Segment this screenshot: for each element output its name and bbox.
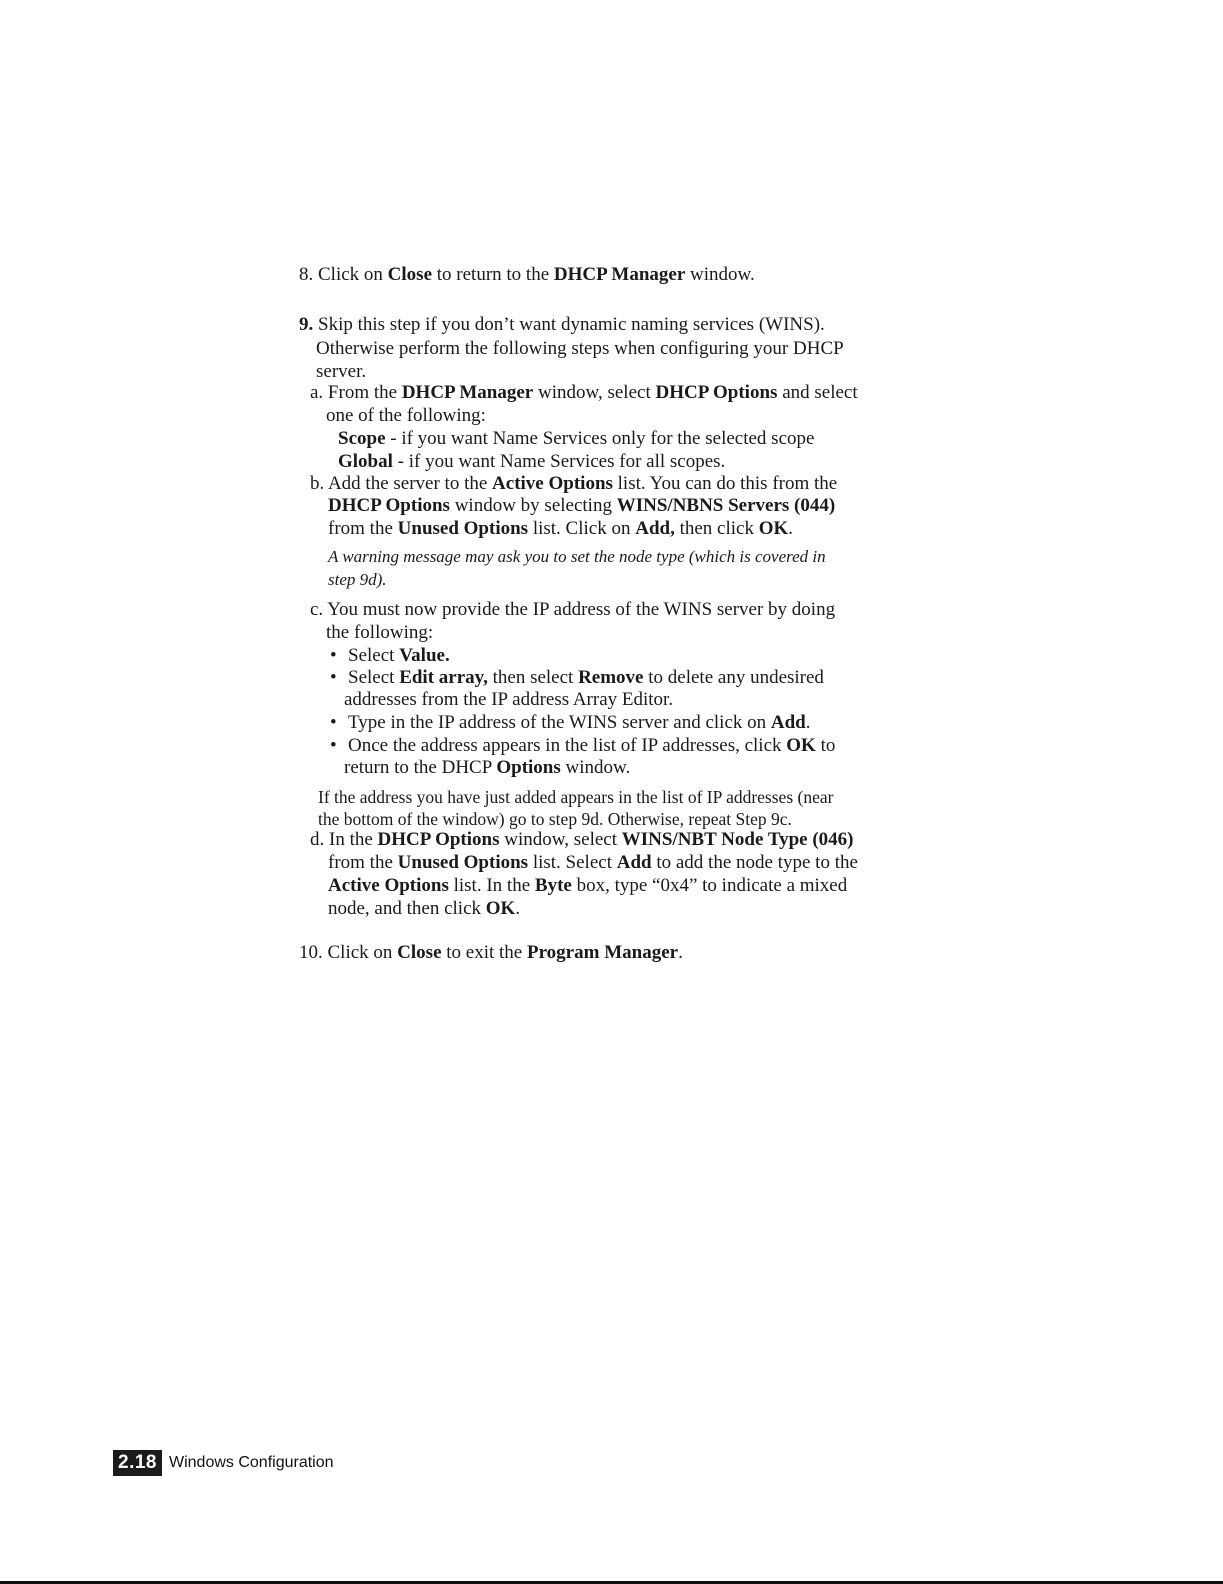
text: window, select bbox=[533, 382, 656, 403]
text: . bbox=[788, 518, 794, 539]
ui-term: Byte bbox=[534, 875, 572, 896]
substep-a-line-2: one of the following: bbox=[326, 405, 486, 426]
text: window. bbox=[560, 757, 631, 778]
text: to return to the bbox=[432, 264, 554, 285]
text: d. In the bbox=[310, 829, 378, 850]
text: Click on bbox=[318, 264, 388, 285]
ui-term: Program Manager bbox=[526, 942, 679, 963]
text: to bbox=[815, 735, 836, 756]
step-9-line-1 bbox=[299, 314, 825, 336]
text: Skip this step if you don’t want dynamic naming services (WINS). bbox=[318, 314, 825, 335]
ui-term: OK bbox=[786, 735, 816, 756]
substep-c-bullet-4 bbox=[330, 735, 835, 757]
ui-term: Close bbox=[387, 264, 432, 285]
text: from the bbox=[328, 518, 398, 539]
text: to add the node type to the bbox=[651, 852, 858, 873]
ui-term: Edit array, bbox=[399, 667, 488, 688]
bullet-icon: • bbox=[330, 712, 337, 733]
text: node, and then click bbox=[328, 898, 486, 919]
ui-term: OK bbox=[758, 518, 789, 539]
text: . bbox=[515, 898, 521, 919]
ui-term: Value. bbox=[399, 645, 450, 666]
substep-c-bullet-4-cont bbox=[344, 757, 630, 779]
substep-c-bullet-3 bbox=[330, 712, 811, 734]
substep-b-line-1 bbox=[310, 473, 837, 495]
text: window. bbox=[685, 264, 755, 285]
ui-term: Unused Options bbox=[397, 852, 529, 873]
page-footer bbox=[113, 1450, 334, 1476]
text: Type in the IP address of the WINS server and click on bbox=[348, 712, 771, 733]
substep-a-line-1 bbox=[310, 382, 858, 404]
substep-c-paragraph-line-1: If the address you have just added appears in the list of IP addresses (near bbox=[318, 787, 834, 807]
substep-b-note-line-2: step 9d). bbox=[328, 570, 387, 589]
text: box, type “0x4” to indicate a mixed bbox=[571, 875, 848, 896]
text: from the bbox=[328, 852, 398, 873]
ui-term: Add, bbox=[635, 518, 675, 539]
text: return to the DHCP bbox=[344, 757, 497, 778]
ui-term: Active Options bbox=[492, 473, 613, 494]
ui-term: Add bbox=[616, 852, 652, 873]
substep-d-line-3 bbox=[328, 875, 847, 897]
text: Once the address appears in the list of IP addresses, click bbox=[348, 735, 787, 756]
text: then click bbox=[674, 518, 759, 539]
text: Select bbox=[348, 667, 400, 688]
bullet-icon: • bbox=[330, 645, 337, 666]
substep-c-bullet-1 bbox=[330, 645, 450, 667]
ui-term: Add bbox=[770, 712, 806, 733]
ui-term: Remove bbox=[578, 667, 644, 688]
substep-c-line-1: c. You must now provide the IP address of the WINS server by doing bbox=[310, 599, 836, 620]
substep-b-note-line-1: A warning message may ask you to set the node type (which is covered in bbox=[328, 547, 826, 566]
text: list. Select bbox=[528, 852, 617, 873]
substep-b-line-2 bbox=[328, 495, 835, 517]
ui-term: WINS/NBNS Servers (044) bbox=[616, 495, 836, 516]
step-9-line-3: server. bbox=[316, 361, 367, 382]
bullet-icon: • bbox=[330, 667, 337, 688]
substep-d-line-1 bbox=[310, 829, 853, 851]
text: to exit the bbox=[441, 942, 527, 963]
ui-term: Unused Options bbox=[397, 518, 529, 539]
substep-c-bullet-2-cont: addresses from the IP address Array Editor. bbox=[344, 689, 674, 710]
substep-c-paragraph-line-2: the bottom of the window) go to step 9d. Otherwise, repeat Step 9c. bbox=[318, 809, 792, 829]
ui-term: OK bbox=[485, 898, 516, 919]
text: a. From the bbox=[310, 382, 402, 403]
step-10 bbox=[299, 942, 683, 964]
ui-term: DHCP Manager bbox=[553, 264, 686, 285]
text: list. In the bbox=[448, 875, 535, 896]
text: list. You can do this from the bbox=[612, 473, 838, 494]
text: window by selecting bbox=[449, 495, 617, 516]
step-number: 9. bbox=[299, 314, 314, 335]
substep-c-line-2: the following: bbox=[326, 622, 434, 643]
ui-term: Active Options bbox=[328, 875, 449, 896]
section-title: Windows Configuration bbox=[168, 1454, 334, 1471]
bullet-icon: • bbox=[330, 735, 337, 756]
text: to delete any undesired bbox=[643, 667, 824, 688]
text: . bbox=[805, 712, 811, 733]
ui-term: WINS/NBT Node Type (046) bbox=[621, 829, 854, 850]
text: Select bbox=[348, 645, 400, 666]
substep-b-line-3 bbox=[328, 518, 793, 540]
ui-term: Scope bbox=[338, 428, 386, 449]
substep-d-line-4 bbox=[328, 898, 520, 920]
ui-term: Close bbox=[397, 942, 442, 963]
ui-term: DHCP Options bbox=[328, 495, 450, 516]
text: then select bbox=[487, 667, 579, 688]
text: Click on bbox=[322, 942, 398, 963]
text: b. Add the server to the bbox=[310, 473, 493, 494]
text: - if you want Name Services for all scopes. bbox=[392, 451, 726, 472]
step-number: 8. bbox=[299, 264, 314, 285]
substep-c-bullet-2 bbox=[330, 667, 824, 689]
ui-term: Options bbox=[496, 757, 561, 778]
step-number: 10. bbox=[299, 942, 323, 963]
substep-a-scope bbox=[338, 428, 814, 450]
text: . bbox=[678, 942, 683, 963]
step-9-line-2: Otherwise perform the following steps when configuring your DHCP bbox=[316, 338, 844, 359]
ui-term: DHCP Manager bbox=[401, 382, 534, 403]
ui-term: DHCP Options bbox=[377, 829, 500, 850]
page-number-badge: 2.18 bbox=[113, 1450, 162, 1476]
text: list. Click on bbox=[528, 518, 636, 539]
text: - if you want Name Services only for the selected scope bbox=[385, 428, 815, 449]
ui-term: DHCP Options bbox=[655, 382, 778, 403]
substep-a-global bbox=[338, 451, 725, 473]
text: and select bbox=[777, 382, 858, 403]
step-8 bbox=[299, 264, 755, 286]
text: window, select bbox=[499, 829, 622, 850]
ui-term: Global bbox=[338, 451, 393, 472]
substep-d-line-2 bbox=[328, 852, 858, 874]
